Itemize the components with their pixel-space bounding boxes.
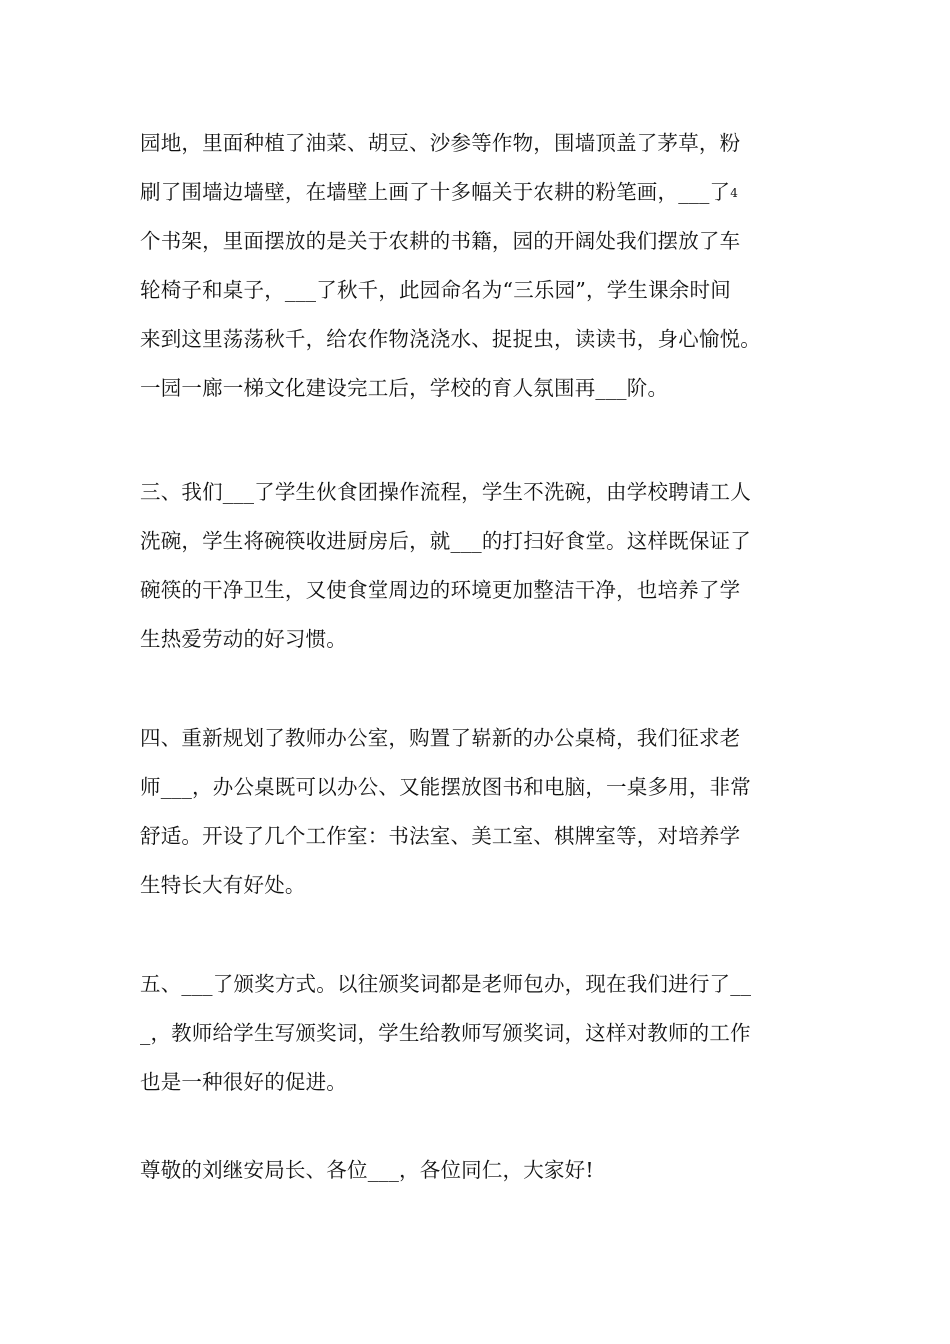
inline-number: 4	[730, 186, 739, 200]
text-line: 一园一廊一梯文化建设完工后，学校的育人氛围再___阶。	[140, 376, 669, 400]
text-line: 也是一种很好的促进。	[140, 1070, 347, 1094]
text-line	[140, 168, 820, 217]
text-line: 五、___了颁奖方式。以往颁奖词都是老师包办，现在我们进行了__	[140, 972, 752, 996]
text-line: 生热爱劳动的好习惯。	[140, 627, 347, 651]
text-line: 舒适。开设了几个工作室：书法室、美工室、棋牌室等，对培养学	[140, 824, 741, 848]
text-line-segment: 刷了围墙边墙壁，在墙壁上画了十多幅关于农耕的粉笔画，___了	[140, 180, 731, 204]
text-line: 三、我们___了学生伙食团操作流程，学生不洗碗，由学校聘请工人	[140, 480, 751, 504]
text-line: 生特长大有好处。	[140, 873, 306, 897]
text-line: _，教师给学生写颁奖词，学生给教师写颁奖词，这样对教师的工作	[140, 1021, 751, 1045]
text-line: 来到这里荡荡秋千，给农作物浇浇水、捉捉虫，读读书，身心愉悦。	[140, 327, 761, 351]
paragraph-greeting	[140, 1146, 820, 1195]
text-line: 尊敬的刘继安局长、各位___，各位同仁，大家好!	[140, 1158, 594, 1182]
text-line: 轮椅子和桌子，___了秋千，此园命名为“三乐园”，学生课余时间	[140, 278, 731, 302]
text-line: 师___，办公桌既可以办公、又能摆放图书和电脑，一桌多用，非常	[140, 775, 751, 799]
text-line: 四、重新规划了教师办公室，购置了崭新的办公桌椅，我们征求老	[140, 726, 741, 750]
paragraph-section-five	[140, 960, 820, 1107]
paragraph-section-four	[140, 714, 820, 910]
text-line: 园地，里面种植了油菜、胡豆、沙参等作物，围墙顶盖了茅草，粉	[140, 131, 741, 155]
paragraph-garden	[140, 119, 820, 413]
paragraph-section-three	[140, 468, 820, 664]
text-line: 洗碗，学生将碗筷收进厨房后，就___的打扫好食堂。这样既保证了	[140, 529, 751, 553]
text-line: 个书架，里面摆放的是关于农耕的书籍，园的开阔处我们摆放了车	[140, 229, 741, 253]
text-line: 碗筷的干净卫生，又使食堂周边的环境更加整洁干净，也培养了学	[140, 578, 741, 602]
